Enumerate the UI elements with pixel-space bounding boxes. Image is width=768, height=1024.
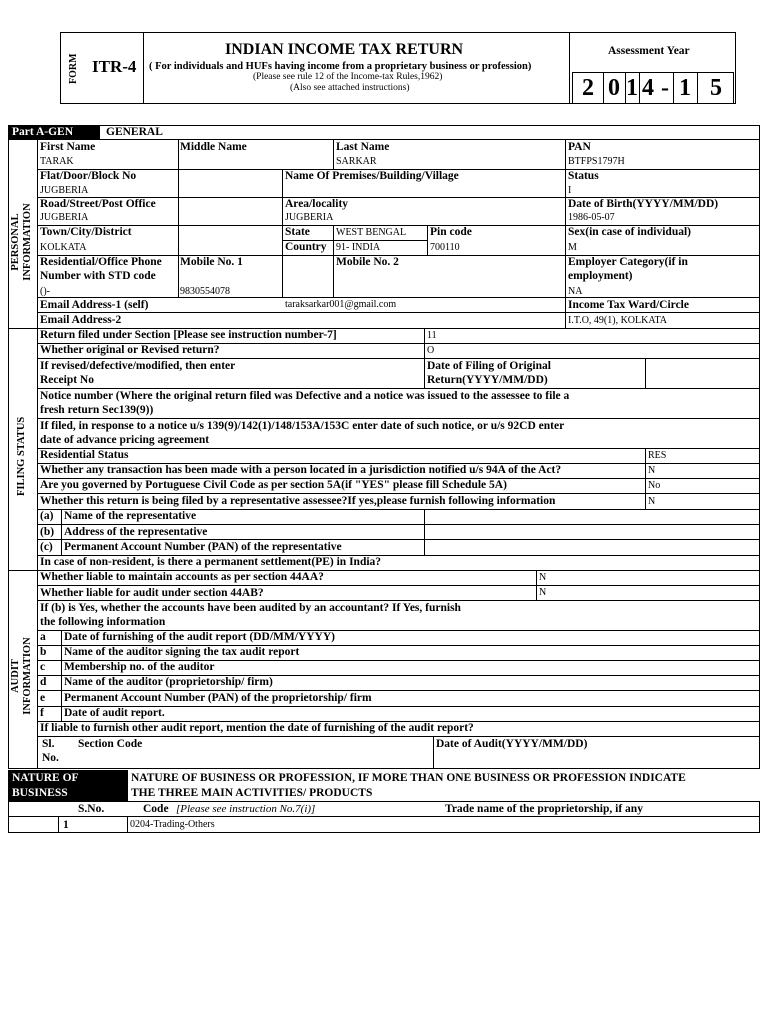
assessment-year-label: Assessment Year: [608, 45, 690, 57]
audit-item-key: b: [40, 646, 47, 658]
representative-value[interactable]: N: [648, 496, 656, 507]
sex-value[interactable]: M: [568, 242, 577, 253]
road-label: Road/Street/Post Office: [40, 198, 156, 210]
notice2-label-line2: date of advance pricing agreement: [40, 434, 210, 446]
ay-digit: 0: [608, 74, 620, 101]
business-heading-line2: THE THREE MAIN ACTIVITIES/ PRODUCTS: [131, 787, 373, 799]
audit-item-label: Name of the auditor (proprietorship/ firm): [64, 676, 273, 688]
phone-value[interactable]: ()-: [40, 286, 50, 297]
mobile1-label: Mobile No. 1: [180, 256, 243, 268]
audited-label-line1: If (b) is Yes, whether the accounts have been audited by an accountant? If Yes, furnish: [40, 602, 461, 614]
ay-digit: 1: [679, 74, 691, 101]
receipt-label-line2: Receipt No: [40, 374, 94, 386]
dob-value[interactable]: 1986-05-07: [568, 212, 615, 223]
personal-info-side-label: PERSONAL INFORMATION: [10, 203, 33, 281]
accounts-44aa-value[interactable]: N: [539, 572, 547, 583]
nature-label-line1: NATURE OF: [12, 772, 79, 784]
accounts-44aa-label: Whether liable to maintain accounts as per section 44AA?: [40, 571, 324, 583]
ay-digit: -: [661, 74, 669, 101]
code-instruction: [Please see instruction No.7(i)]: [176, 803, 316, 815]
flat-label: Flat/Door/Block No: [40, 170, 137, 182]
audit-item-key: d: [40, 676, 47, 688]
pin-label: Pin code: [430, 226, 472, 238]
audit-item-label: Permanent Account Number (PAN) of the proprietorship/ firm: [64, 692, 372, 704]
form-word: FORM: [68, 53, 79, 84]
form-note-instructions: (Also see attached instructions): [290, 83, 410, 93]
business-table: [8, 801, 760, 833]
audit-info-side-label: AUDIT INFORMATION: [10, 637, 33, 715]
last-name-value[interactable]: SARKAR: [336, 156, 377, 167]
ward-label: Income Tax Ward/Circle: [568, 299, 689, 311]
employer-label-line1: Employer Category(if in: [568, 256, 688, 268]
date-original-label-line1: Date of Filing of Original: [427, 360, 551, 372]
portuguese-code-value[interactable]: No: [648, 480, 661, 491]
email1-value[interactable]: taraksarkar001@gmail.com: [285, 299, 397, 310]
part-label-text: Part A-GEN: [12, 126, 74, 138]
code-label: Code: [143, 803, 169, 815]
flat-value[interactable]: JUGBERIA: [40, 185, 89, 196]
dob-label: Date of Birth(YYYY/MM/DD): [568, 198, 719, 210]
mobile1-value[interactable]: 9830554078: [180, 286, 230, 297]
representative-label: Whether this return is being filed by a representative assessee?If yes,please furnish following information: [40, 495, 556, 507]
other-audit-label: If liable to furnish other audit report, mention the date of furnishing of the audit report?: [40, 722, 474, 734]
first-name-label: First Name: [40, 141, 96, 153]
residential-status-value[interactable]: RES: [648, 450, 667, 461]
trade-name-label: Trade name of the proprietorship, if any: [445, 803, 643, 815]
rep-b-key: (b): [40, 526, 55, 538]
rep-c-key: (c): [40, 541, 53, 553]
rep-a-key: (a): [40, 510, 54, 522]
area-value[interactable]: JUGBERIA: [285, 212, 334, 223]
email1-label: Email Address-1 (self): [40, 299, 149, 311]
town-label: Town/City/District: [40, 226, 132, 238]
employer-value[interactable]: NA: [568, 286, 583, 297]
audit-item-label: Membership no. of the auditor: [64, 661, 215, 673]
return-section-value[interactable]: 11: [427, 330, 437, 341]
section-code-label: Section Code: [78, 738, 143, 750]
transaction-94a-value[interactable]: N: [648, 465, 656, 476]
pin-value[interactable]: 700110: [430, 242, 460, 253]
original-revised-label: Whether original or Revised return?: [40, 344, 220, 356]
audit-item-key: e: [40, 692, 46, 704]
area-label: Area/locality: [285, 198, 349, 210]
part-title: GENERAL: [106, 126, 163, 138]
business-row-sno: 1: [63, 819, 69, 831]
sno-label: S.No.: [78, 803, 105, 815]
pan-label: PAN: [568, 141, 591, 153]
phone-label-line1: Residential/Office Phone: [40, 256, 162, 268]
date-of-audit-label: Date of Audit(YYYY/MM/DD): [436, 738, 588, 750]
last-name-label: Last Name: [336, 141, 390, 153]
ay-digit: 5: [710, 74, 722, 101]
form-note-rule: (Please see rule 12 of the Income-tax Rules,1962): [253, 72, 443, 82]
town-value[interactable]: KOLKATA: [40, 242, 87, 253]
first-name-value[interactable]: TARAK: [40, 156, 74, 167]
original-revised-value[interactable]: O: [427, 345, 435, 356]
premises-label: Name Of Premises/Building/Village: [285, 170, 459, 182]
return-section-label: Return filed under Section [Please see instruction number-7]: [40, 329, 337, 341]
audit-item-key: c: [40, 661, 46, 673]
ay-digit: 2: [582, 74, 594, 101]
notice2-label-line1: If filed, in response to a notice u/s 139(9)/142(1)/148/153A/153C enter date of such notice, or u/s 92CD enter: [40, 420, 565, 432]
audit-item-label: Date of furnishing of the audit report (DD/MM/YYYY): [64, 631, 335, 643]
notice-label-line1: Notice number (Where the original return filed was Defective and a notice was issued to the assessee to file a: [40, 390, 570, 402]
audit-item-label: Date of audit report.: [64, 707, 165, 719]
nature-label-line2: BUSINESS: [12, 787, 68, 799]
ay-digit: 4: [642, 74, 654, 101]
audit-44ab-label: Whether liable for audit under section 44AB?: [40, 587, 264, 599]
state-value[interactable]: WEST BENGAL: [336, 227, 407, 238]
phone-label-line2: Number with STD code: [40, 270, 156, 282]
audit-item-key: f: [40, 707, 44, 719]
mobile2-label: Mobile No. 2: [336, 256, 399, 268]
sl-no-label-line1: Sl.: [42, 738, 55, 750]
transaction-94a-label: Whether any transaction has been made with a person located in a jurisdiction notified u/s 94A of the Act?: [40, 464, 562, 476]
notice-label-line2: fresh return Sec139(9)): [40, 404, 154, 416]
sl-no-label-line2: No.: [42, 752, 59, 764]
audit-item-key: a: [40, 631, 46, 643]
filing-status-side-label: FILING STATUS: [16, 416, 27, 496]
rep-a-label: Name of the representative: [64, 510, 197, 522]
country-label: Country: [285, 241, 327, 253]
pe-label: In case of non-resident, is there a permanent settlement(PE) in India?: [40, 556, 382, 568]
assessment-year-box: [572, 72, 734, 104]
road-value[interactable]: JUGBERIA: [40, 212, 89, 223]
status-value[interactable]: I: [568, 185, 572, 196]
date-original-label-line2: Return(YYYY/MM/DD): [427, 374, 548, 386]
employer-label-line2: employment): [568, 270, 633, 282]
ay-digit: 1: [626, 74, 638, 101]
status-label: Status: [568, 170, 599, 182]
state-label: State: [285, 226, 310, 238]
rep-b-label: Address of the representative: [64, 526, 208, 538]
ward-value[interactable]: I.T.O, 49(1), KOLKATA: [568, 315, 667, 326]
country-value[interactable]: 91- INDIA: [336, 242, 381, 253]
email2-label: Email Address-2: [40, 314, 122, 326]
form-title: INDIAN INCOME TAX RETURN: [225, 41, 464, 58]
receipt-label-line1: If revised/defective/modified, then enter: [40, 360, 236, 372]
audit-item-label: Name of the auditor signing the tax audit report: [64, 646, 300, 658]
form-code: ITR-4: [92, 57, 137, 76]
sex-label: Sex(in case of individual): [568, 226, 692, 238]
middle-name-label: Middle Name: [180, 141, 247, 153]
pan-value[interactable]: BTFPS1797H: [568, 156, 625, 167]
audit-44ab-value[interactable]: N: [539, 587, 547, 598]
residential-status-label: Residential Status: [40, 449, 129, 461]
business-row-code[interactable]: 0204-Trading-Others: [130, 819, 215, 830]
rep-c-label: Permanent Account Number (PAN) of the representative: [64, 541, 342, 553]
portuguese-code-label: Are you governed by Portuguese Civil Code as per section 5A(if "YES" please fill Schedule 5A): [40, 479, 507, 491]
audited-label-line2: the following information: [40, 616, 166, 628]
business-heading-line1: NATURE OF BUSINESS OR PROFESSION, IF MORE THAN ONE BUSINESS OR PROFESSION INDICATE: [131, 772, 686, 784]
form-subtitle: ( For individuals and HUFs having income from a proprietary business or profession): [149, 61, 532, 72]
